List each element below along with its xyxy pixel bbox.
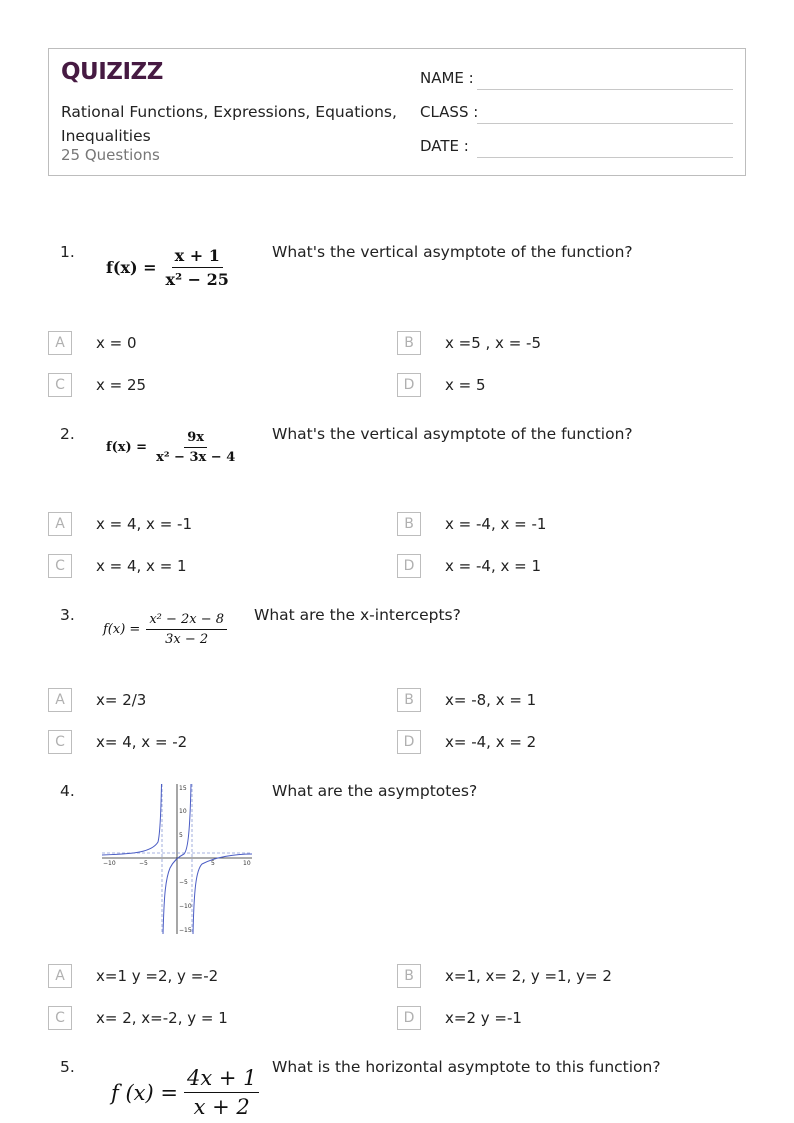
option-a-text: x = 0 [96, 334, 137, 352]
question-text: What's the vertical asymptote of the function? [272, 425, 633, 443]
option-b-box[interactable]: B [397, 512, 421, 536]
option-d-box[interactable]: D [397, 730, 421, 754]
option-a-box[interactable]: A [48, 964, 72, 988]
option-d-box[interactable]: D [397, 373, 421, 397]
formula-lhs: f(x) = [103, 622, 141, 637]
option-c-box[interactable]: C [48, 1006, 72, 1030]
function-graph [100, 780, 255, 938]
question-count: 25 Questions [61, 146, 160, 164]
option-c-text: x = 25 [96, 376, 147, 394]
option-d-box[interactable]: D [397, 1006, 421, 1030]
formula [106, 246, 232, 289]
formula-numerator: x + 1 [172, 246, 223, 268]
option-c-box[interactable]: C [48, 373, 72, 397]
formula [106, 430, 238, 465]
class-line[interactable] [477, 123, 733, 124]
question-number: 2. [60, 425, 75, 443]
option-c-text: x= 2, x=-2, y = 1 [96, 1009, 228, 1027]
question-text: What's the vertical asymptote of the function? [272, 243, 633, 261]
formula [111, 1066, 259, 1119]
option-a-text: x= 2/3 [96, 691, 147, 709]
formula-denominator: x² − 3x − 4 [156, 450, 236, 465]
option-c-box[interactable]: C [48, 554, 72, 578]
formula-lhs: f(x) = [106, 440, 148, 455]
formula-numerator: x² − 2x − 8 [146, 612, 227, 630]
y-tick-label: 5 [179, 832, 183, 839]
question-text: What are the x-intercepts? [254, 606, 461, 624]
y-tick-label: 15 [179, 785, 187, 792]
option-c-text: x = 4, x = 1 [96, 557, 187, 575]
option-b-box[interactable]: B [397, 964, 421, 988]
option-b-text: x =5 , x = -5 [445, 334, 541, 352]
option-d-text: x= -4, x = 2 [445, 733, 537, 751]
class-label: CLASS : [420, 103, 479, 121]
question-text: What is the horizontal asymptote to this function? [272, 1058, 661, 1076]
option-b-text: x=1, x= 2, y =1, y= 2 [445, 967, 612, 985]
option-b-text: x= -8, x = 1 [445, 691, 537, 709]
option-a-box[interactable]: A [48, 512, 72, 536]
formula-denominator: x² − 25 [165, 270, 229, 289]
formula-lhs: f(x) = [106, 258, 157, 277]
formula-numerator: 9x [184, 430, 207, 448]
name-label: NAME : [420, 69, 474, 87]
y-tick-label: −5 [179, 879, 188, 886]
question-number: 4. [60, 782, 75, 800]
x-tick-label: 10 [243, 860, 251, 867]
option-a-box[interactable]: A [48, 331, 72, 355]
option-a-text: x = 4, x = -1 [96, 515, 192, 533]
formula-denominator: x + 2 [193, 1095, 250, 1119]
question-text: What are the asymptotes? [272, 782, 478, 800]
formula-denominator: 3x − 2 [165, 632, 209, 647]
x-tick-label: 5 [211, 860, 215, 867]
formula-numerator: 4x + 1 [184, 1066, 260, 1093]
date-line[interactable] [477, 157, 733, 158]
option-b-box[interactable]: B [397, 688, 421, 712]
y-tick-label: −10 [179, 903, 192, 910]
option-d-text: x = -4, x = 1 [445, 557, 541, 575]
question-number: 5. [60, 1058, 75, 1076]
worksheet-title: Rational Functions, Expressions, Equations, Inequalities [61, 103, 397, 145]
option-b-text: x = -4, x = -1 [445, 515, 547, 533]
option-d-text: x = 5 [445, 376, 486, 394]
date-label: DATE : [420, 137, 469, 155]
option-d-text: x=2 y =-1 [445, 1009, 522, 1027]
quizizz-logo: QUIZIZZ [61, 59, 163, 85]
y-tick-label: 10 [179, 808, 187, 815]
question-number: 1. [60, 243, 75, 261]
option-a-box[interactable]: A [48, 688, 72, 712]
name-line[interactable] [477, 89, 733, 90]
curve-left [102, 784, 162, 855]
option-b-box[interactable]: B [397, 331, 421, 355]
question-number: 3. [60, 606, 75, 624]
option-a-text: x=1 y =2, y =-2 [96, 967, 219, 985]
option-c-text: x= 4, x = -2 [96, 733, 188, 751]
x-tick-label: −5 [139, 860, 148, 867]
formula-lhs: f (x) = [111, 1080, 178, 1105]
x-tick-label: −10 [103, 860, 116, 867]
worksheet-header [48, 48, 746, 176]
formula [103, 612, 227, 647]
y-tick-label: −15 [179, 927, 192, 934]
option-c-box[interactable]: C [48, 730, 72, 754]
option-d-box[interactable]: D [397, 554, 421, 578]
